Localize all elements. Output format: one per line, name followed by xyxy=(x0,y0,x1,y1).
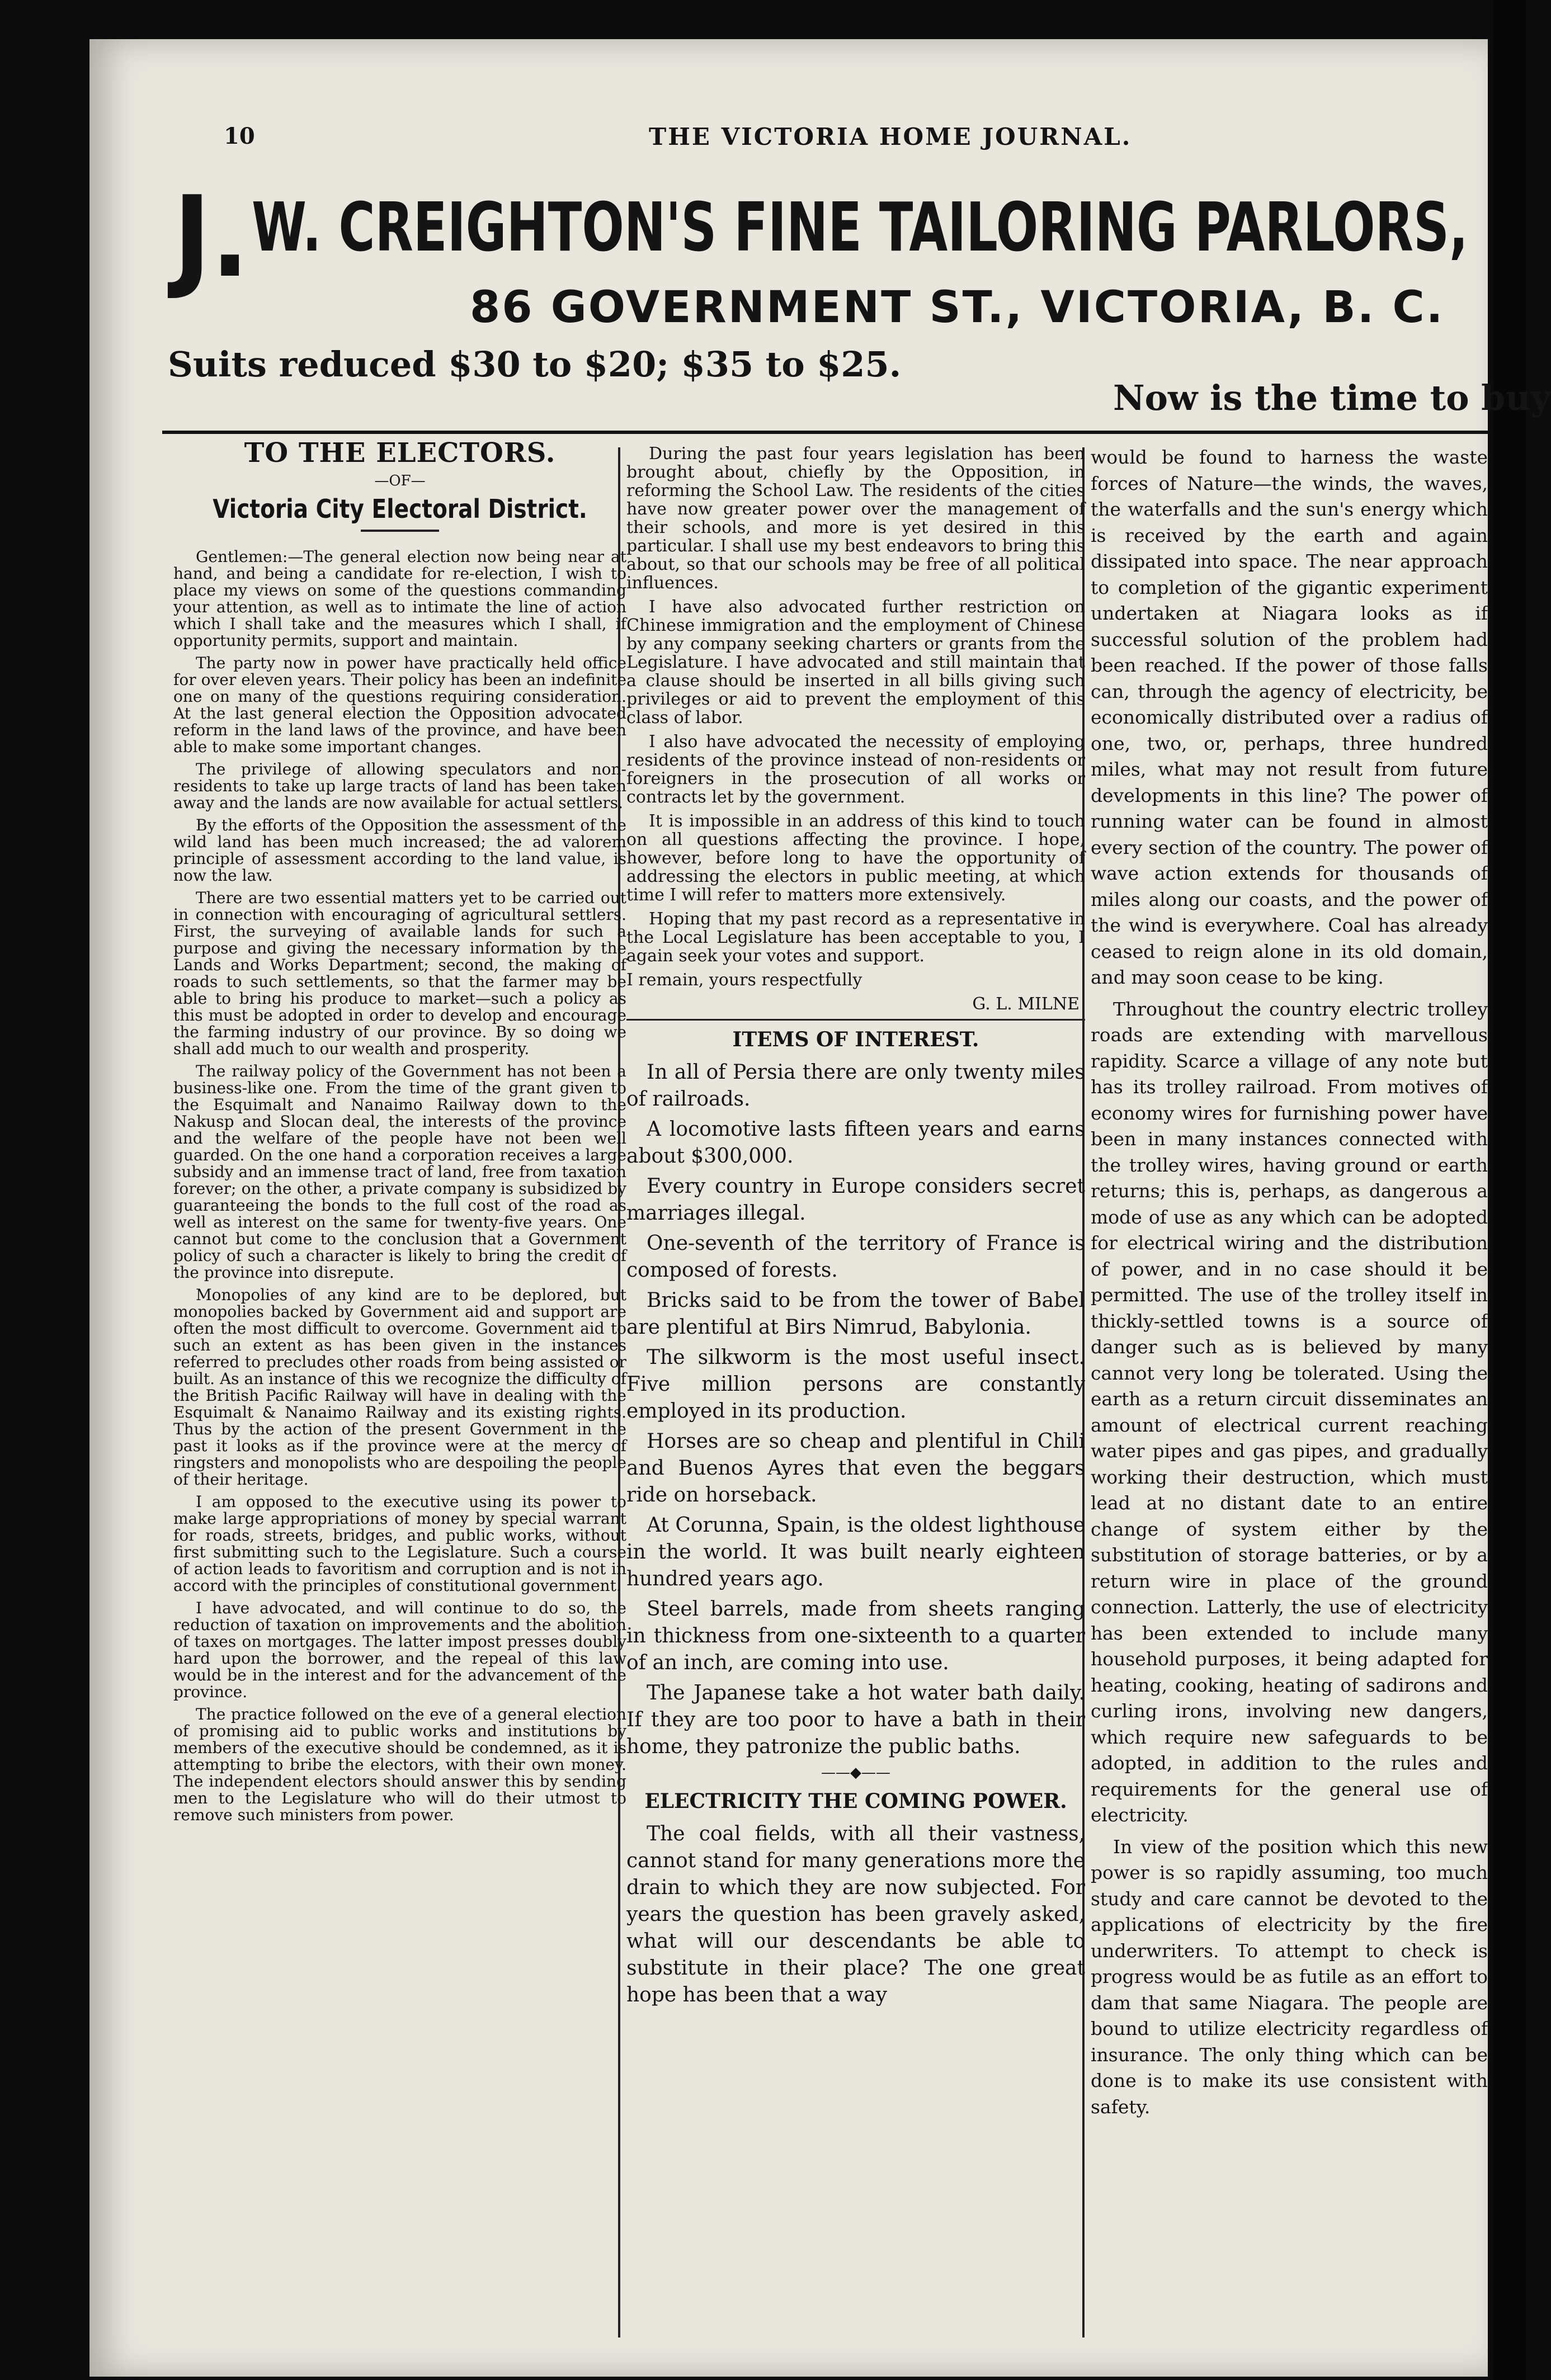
paragraph: The practice followed on the eve of a general election of promising aid to public works and institutions by members of the executive should be condemned, as it is attempting to bribe the electors, with their own money. The independent electors should answer this by sending men to the Legislature who will do their utmost to remove such ministers from power. xyxy=(173,1705,626,1824)
item: One-seventh of the territory of France is composed of forests. xyxy=(626,1232,1085,1282)
advert-title: W. CREIGHTON'S FINE TAILORING PARLORS, xyxy=(252,189,1468,267)
signature: G. L. MILNE xyxy=(972,994,1079,1014)
paragraph: I also have advocated the necessity of employing residents of the province instead of non-residents or foreigners in the prosecution of all works or contracts let by the government. xyxy=(626,732,1085,807)
advert-suits: Suits reduced $30 to $20; $35 to $25. xyxy=(168,344,902,385)
paragraph: In view of the position which this new power is so rapidly assuming, too much study and care cannot be devoted to the applications of electricity by the fire underwriters. To attempt to check is progress would be as futile as an effort to dam that same Niagara. The people are bound to utilize electricity regardless of insurance. The only thing which can be done is to make its use consistent with safety. xyxy=(1091,1835,1488,2118)
paragraph: Monopolies of any kind are to be deplored, but monopolies backed by Government aid and support are often the most difficult to overcome. Government aid to such an extent as has been given in the instances referred to precludes other roads from being assisted or built. As an instance of this we recognize the difficulty of the British Pacific Railway will have in dealing with the Esquimalt & Nanaimo Railway and its existing rights. Thus by the action of the present Government in the past it looks as if the province were at the mercy of ringsters and monopolists who are despoiling the people of their heritage. xyxy=(173,1286,626,1489)
column-3 xyxy=(1091,445,1488,2126)
item: Every country in Europe considers secret marriages illegal. xyxy=(626,1175,1085,1225)
advert-rule xyxy=(162,431,1488,434)
paragraph: There are two essential matters yet to be carried out in connection with encouraging of agricultural settlers. First, the surveying of available lands for such a purpose and giving the necessary information by the Lands and Works Department; second, the making of roads to such settlements, so that the farmer may be able to bring his produce to market—such a policy as this must be adopted in order to develop and encourage the farming industry of our province. By so doing we shall add much to our wealth and prosperity. xyxy=(173,889,626,1058)
item: At Corunna, Spain, is the oldest lighthouse in the world. It was built nearly eighteen hundred years ago. xyxy=(626,1514,1085,1590)
newspaper-page xyxy=(89,39,1551,2377)
item: Horses are so cheap and plentiful in Chili and Buenos Ayres that even the beggars ride on horseback. xyxy=(626,1430,1085,1507)
item: Bricks said to be from the tower of Babel are plentiful at Birs Nimrud, Babylonia. xyxy=(626,1289,1085,1339)
paragraph: The party now in power have practically held office for over eleven years. Their policy has been an indefinite one on many of the questions requiring consideration. At the last general election the Opposition advocated reform in the land laws of the province, and have been able to make some important changes. xyxy=(173,654,626,756)
paragraph: Throughout the country electric trolley roads are extending with marvellous rapidity. Scarce a village of any note but has its trolley railroad. From motives of economy wires for furnishing power have been in many instances connected with the trolley wires, having ground or earth returns; this is, perhaps, as dangerous a mode of use as any which can be adopted for electrical wiring and the distribution of power, and in no case should it be permitted. The use of the trolley itself in thickly-settled towns is a source of danger such as is believed by many cannot very long be tolerated. Using the earth as a return circuit disseminates an amount of electrical current reaching water pipes and gas pipes, and gradually working their destruction, which must lead at no distant date to an entire change of system either by the substitution of storage batteries, or by a return wire in place of the ground connection. Latterly, the use of electricity has been extended to include many household purposes, it being adapted for heating, cooking, heating of sadirons and curling irons, involving new dangers, which require new safeguards to be adopted, in addition to the rules and requirements for the general use of electricity. xyxy=(1091,998,1488,1826)
paragraph: would be found to harness the waste forces of Nature—the winds, the waves, the waterfalls and the sun's energy which is received by the earth and again dissipated into space. The near approach to completion of the gigantic experiment undertaken at Niagara looks as if successful solution of the problem had been reached. If the power of those falls can, through the agency of electricity, be economically distributed over a radius of one, two, or, perhaps, three hundred miles, what may not result from future developments in this line? The power of running water can be found in almost every section of the country. The power of wave action extends for thousands of miles along our coasts, and the power of the wind is everywhere. Coal has already ceased to reign alone in its old domain, and may soon cease to be king. xyxy=(1091,446,1488,988)
running-head: THE VICTORIA HOME JOURNAL. xyxy=(649,123,1132,150)
column-2 xyxy=(626,445,1085,2012)
electors-heading: TO THE ELECTORS. xyxy=(244,437,556,469)
paragraph: Gentlemen:—The general election now being near at hand, and being a candidate for re-election, I wish to place my views on some of the questions commanding your attention, as well as to intimate the line of action which I shall take and the measures which I shall, if opportunity permits, support and maintain. xyxy=(173,547,626,650)
electricity-heading: ELECTRICITY THE COMING POWER. xyxy=(644,1789,1067,1813)
item: In all of Persia there are only twenty miles of railroads. xyxy=(626,1061,1085,1111)
paragraph: It is impossible in an address of this kind to touch on all questions affecting the province. I hope, however, before long to have the opportunity of addressing the electors in public meeting, at which time I will refer to matters more extensively. xyxy=(626,811,1085,905)
advert-address: 86 GOVERNMENT ST., VICTORIA, B. C. xyxy=(470,282,1445,333)
electricity-text xyxy=(626,1821,1085,2009)
paragraph: During the past four years legislation has been brought about, chiefly by the Opposition, in reforming the School Law. The residents of the cities have now greater power over the management of their schools, and more is yet desired in this particular. I shall use my best endeavors to bring this about, so that our schools may be free of all political influences. xyxy=(626,444,1085,593)
item: The Japanese take a hot water bath daily. If they are too poor to have a bath in their home, they patronize the public baths. xyxy=(626,1682,1085,1758)
column-1 xyxy=(173,437,626,1829)
items-list xyxy=(626,1059,1085,1760)
item: Steel barrels, made from sheets ranging in thickness from one-sixteenth to a quarter of an inch, are coming into use. xyxy=(626,1598,1085,1674)
short-rule xyxy=(361,530,439,532)
item: The silkworm is the most useful insect. Five million persons are constantly employed in its production. xyxy=(626,1346,1085,1423)
paragraph: The railway policy of the Government has not been a business-like one. From the time of the grant given to the Esquimalt and Nanaimo Railway down to the Nakusp and Slocan deal, the interests of the province and the welfare of the people have not been well guarded. On the one hand a corporation receives a large subsidy and an immense tract of land, free from taxation forever; on the other, a private company is subsidized by guaranteeing the bonds to the full cost of the road as well as interest on the same for twenty-five years. One cannot but come to the conclusion that a Government policy of such a character is likely to bring the credit of the province into disrepute. xyxy=(173,1062,626,1282)
paragraph: Hoping that my past record as a representative in the Local Legislature has been acceptable to you, I again seek your votes and support. xyxy=(626,909,1085,966)
page-number: 10 xyxy=(224,123,255,149)
items-heading: ITEMS OF INTEREST. xyxy=(732,1028,979,1051)
paragraph: By the efforts of the Opposition the assessment of the wild land has been much increased; the ad valorem principle of assessment according to the land value, is now the law. xyxy=(173,816,626,885)
advert-initial: J. xyxy=(173,172,249,303)
section-rule xyxy=(626,1019,1085,1021)
page-edge xyxy=(1493,0,1526,2380)
ornament-rule: ——◆—— xyxy=(821,1764,890,1781)
paragraph: The privilege of allowing speculators and non-residents to take up large tracts of land has been taken away and the lands are now available for actual settlers. xyxy=(173,760,626,812)
advert-now: Now is the time to buy xyxy=(1113,377,1551,418)
paragraph: I am opposed to the executive using its power to make large appropriations of money by special warrant for roads, streets, bridges, and public works, without first submitting such to the Legislature. Such a course of action leads to favoritism and corruption and is not in accord with the principles of constitutional government. xyxy=(173,1493,626,1595)
item: A locomotive lasts fifteen years and earns about $300,000. xyxy=(626,1118,1085,1168)
of-line: —OF— xyxy=(374,473,426,489)
paragraph: The coal fields, with all their vastness, cannot stand for many generations more the drain to which they are now subjected. For years the question has been gravely asked, what will our descendants be able to substitute in their place? The one great hope has been that a way xyxy=(626,1822,1085,2006)
district-heading: Victoria City Electoral District. xyxy=(213,494,587,524)
paragraph: I have advocated, and will continue to do so, the reduction of taxation on improvements and the abolition of taxes on mortgages. The latter impost presses doubly hard upon the borrower, and the repeal of this law would be in the interest and for the advancement of the province. xyxy=(173,1599,626,1701)
closing-line: I remain, yours respectfully xyxy=(626,970,862,990)
paragraph: I have also advocated further restriction on Chinese immigration and the employment of Chinese by any company seeking charters or grants from the Legislature. I have advocated and still maintain that a clause should be inserted in all bills giving such privileges or aid to prevent the employment of this class of labor. xyxy=(626,597,1085,728)
